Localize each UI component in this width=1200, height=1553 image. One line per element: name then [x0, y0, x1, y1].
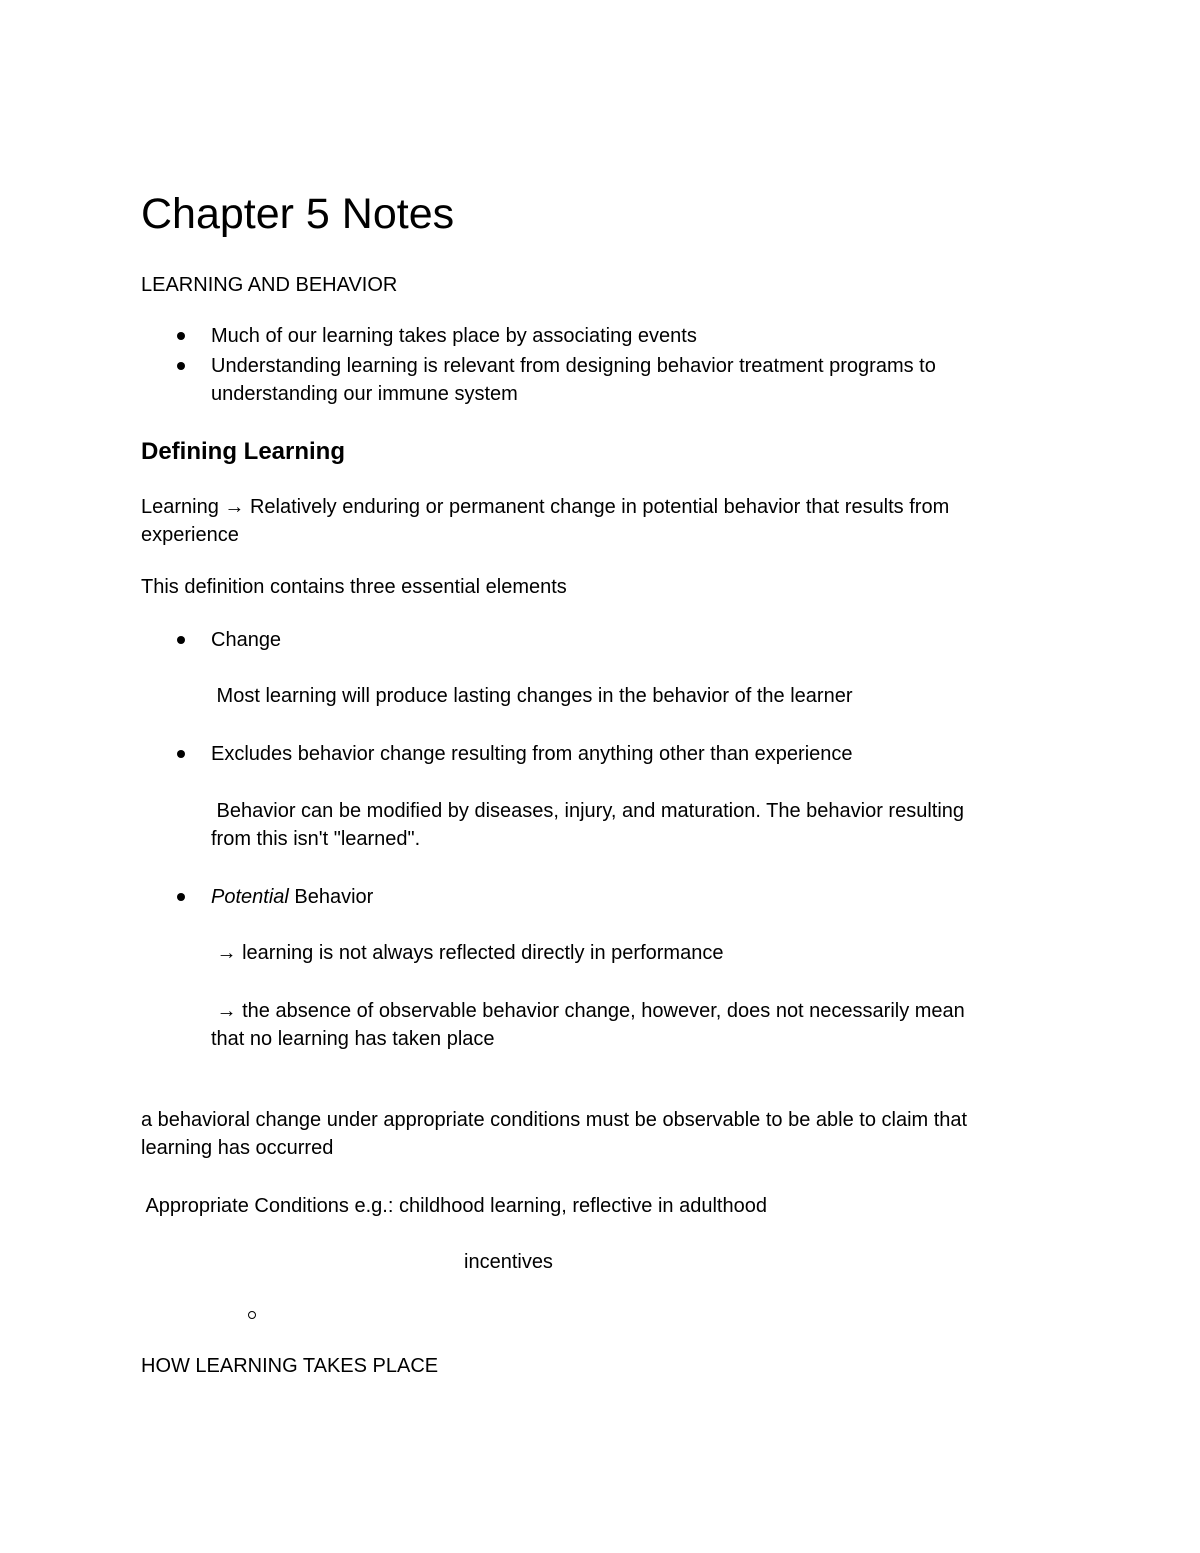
appropriate-conditions: Appropriate Conditions e.g.: childhood learning, reflective in adulthood [141, 1195, 767, 1217]
bullet-icon [177, 636, 185, 644]
observable-line-1: a behavioral change under appropriate conditions must be observable to be able to claim that [141, 1109, 968, 1131]
element-excludes-note-1: Behavior can be modified by diseases, injury, and maturation. The behavior resulting [211, 800, 965, 822]
element-change: Change [211, 629, 282, 651]
element-potential-italic: Potential [211, 886, 289, 908]
bullet-icon [177, 332, 185, 340]
section-heading: Defining Learning [141, 438, 345, 465]
potential-note-2-line-1: → the absence of observable behavior change, however, does not necessarily mean [211, 1000, 965, 1022]
element-excludes: Excludes behavior change resulting from anything other than experience [211, 743, 853, 765]
intro-bullet-2-continued: understanding our immune system [211, 383, 518, 405]
page-title: Chapter 5 Notes [141, 190, 455, 238]
bullet-icon [177, 893, 185, 901]
bullet-icon [177, 750, 185, 758]
potential-note-1: → learning is not always reflected directly in performance [211, 942, 724, 964]
intro-bullet-2: Understanding learning is relevant from designing behavior treatment programs to [211, 355, 936, 377]
how-learning-heading: HOW LEARNING TAKES PLACE [141, 1355, 439, 1377]
incentives: incentives [464, 1251, 553, 1273]
observable-line-2: learning has occurred [141, 1137, 334, 1159]
intro-bullet-1: Much of our learning takes place by associating events [211, 325, 697, 347]
bullet-icon [177, 362, 185, 370]
element-excludes-note-2: from this isn't "learned". [211, 828, 421, 850]
element-potential [211, 883, 373, 911]
potential-note-2-line-2: that no learning has taken place [211, 1028, 495, 1050]
hollow-bullet-icon [248, 1311, 256, 1319]
elements-intro: This definition contains three essential elements [141, 576, 567, 598]
element-change-note: Most learning will produce lasting changes in the behavior of the learner [211, 685, 853, 707]
element-potential-rest: Behavior [288, 886, 374, 908]
definition-line-1: Learning → Relatively enduring or permanent change in potential behavior that results from [141, 496, 950, 518]
section-label: LEARNING AND BEHAVIOR [141, 274, 398, 296]
definition-line-2: experience [141, 524, 239, 546]
